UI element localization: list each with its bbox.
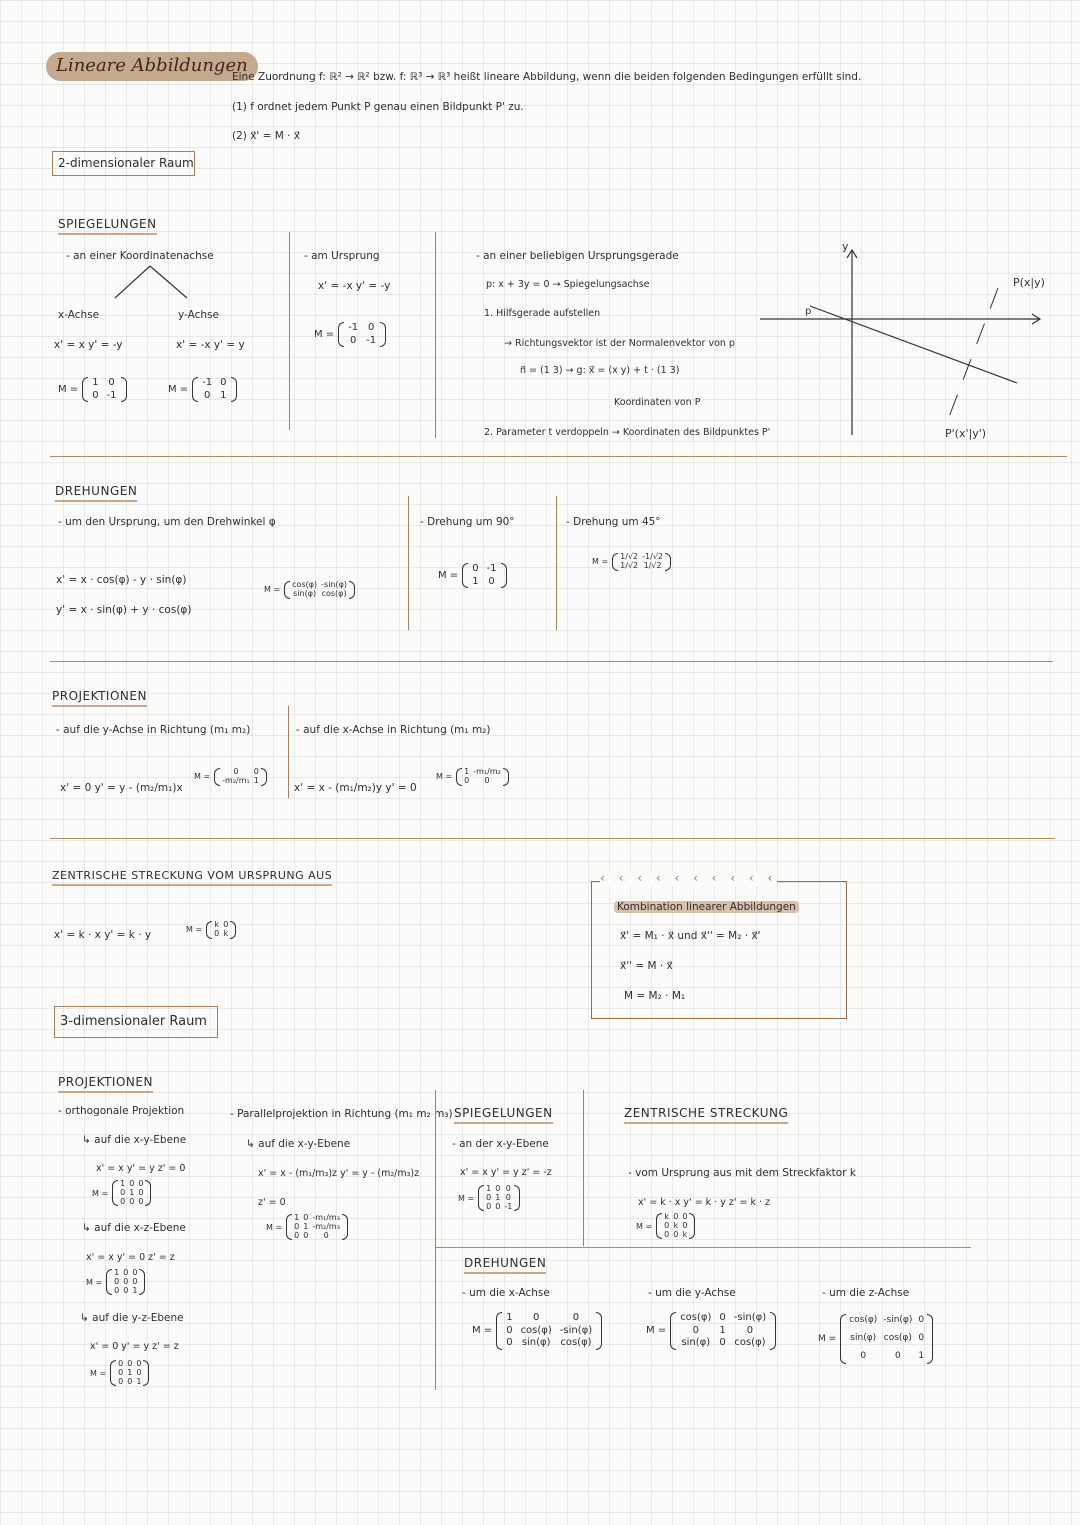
projection-yz-equation: x' = 0 y' = y z' = z xyxy=(90,1341,179,1352)
x-axis-matrix: M = 1 0 0 -1 xyxy=(58,377,127,402)
section-divider xyxy=(436,1247,971,1248)
origin-reflection-title: - am Ursprung xyxy=(304,250,380,262)
projection-y-matrix: M = 0 0 -m₂/m₁ 1 xyxy=(194,768,267,786)
heading-scaling-2d: ZENTRISCHE STRECKUNG VOM URSPRUNG AUS xyxy=(52,870,332,886)
rotation-equation-x: x' = x · cos(φ) - y · sin(φ) xyxy=(56,574,187,586)
rotation-45-title: - Drehung um 45° xyxy=(566,516,661,528)
combination-line-1: x⃗' = M₁ · x⃗ und x⃗'' = M₂ · x⃗' xyxy=(620,930,761,942)
heading-reflections-3d: SPIEGELUNGEN xyxy=(454,1107,553,1124)
scaling-3d-title: - vom Ursprung aus mit dem Streckfaktor k xyxy=(628,1167,856,1179)
heading-rotations-2d: DREHUNGEN xyxy=(55,485,137,502)
combination-title: Kombination linearer Abbildungen xyxy=(614,901,799,913)
projection-x-equation: x' = x - (m₁/m₂)y y' = 0 xyxy=(294,782,417,794)
scaling-equation: x' = k · x y' = k · y xyxy=(54,929,152,941)
combination-arrows: ‹ ‹ ‹ ‹ ‹ ‹ ‹ ‹ ‹ ‹ xyxy=(600,871,778,885)
heading-reflections-2d: SPIEGELUNGEN xyxy=(58,218,157,235)
scaling-3d-equation: x' = k · x y' = k · y z' = k · z xyxy=(638,1197,771,1208)
rotation-matrix: M = cos(φ) -sin(φ) sin(φ) cos(φ) xyxy=(264,581,355,599)
orthogonal-projection-title: - orthogonale Projektion xyxy=(58,1105,185,1117)
rotation-y-title: - um die y-Achse xyxy=(648,1287,736,1299)
reflection-xy-title: - an der x-y-Ebene xyxy=(452,1138,549,1150)
rotation-y-matrix: M = cos(φ) 0 -sin(φ) 0 1 0 sin(φ) 0 cos(φ) xyxy=(646,1312,776,1350)
projection-x-title: - auf die x-Achse in Richtung (m₁ m₂) xyxy=(296,724,491,736)
definition-condition-2: (2) x⃗' = M · x⃗ xyxy=(232,130,301,142)
definition-intro: Eine Zuordnung f: ℝ² → ℝ² bzw. f: ℝ³ → ℝ³ heißt lineare Abbildung, wenn die beiden folgenden Bedingungen erfüllt sind. xyxy=(232,71,862,83)
line-reflection-step-1a: → Richtungsvektor ist der Normalenvektor von p xyxy=(504,338,735,349)
rotation-45-matrix: M = 1/√2 -1/√2 1/√2 1/√2 xyxy=(592,553,671,571)
heading-rotations-3d: DREHUNGEN xyxy=(464,1257,546,1274)
projection-yz-title: ↳ auf die y-z-Ebene xyxy=(80,1312,184,1324)
line-reflection-step-2: 2. Parameter t verdoppeln → Koordinaten des Bildpunktes P' xyxy=(484,427,771,438)
projection-xz-matrix: M = 1 0 0 0 0 0 0 0 1 xyxy=(86,1269,145,1295)
parallel-projection-title: - Parallelprojektion in Richtung (m₁ m₂ m₃) xyxy=(230,1108,453,1120)
divider xyxy=(583,1090,584,1246)
heading-projections-2d: PROJEKTIONEN xyxy=(52,690,147,707)
projection-y-equation: x' = 0 y' = y - (m₂/m₁)x xyxy=(60,782,183,794)
parallel-projection-sub: ↳ auf die x-y-Ebene xyxy=(246,1138,351,1150)
divider xyxy=(435,1090,436,1390)
divider xyxy=(288,706,289,798)
rotation-z-title: - um die z-Achse xyxy=(822,1287,910,1299)
rotation-equation-y: y' = x · sin(φ) + y · cos(φ) xyxy=(56,604,192,616)
rotation-x-matrix: M = 1 0 0 0 cos(φ) -sin(φ) 0 sin(φ) cos(φ) xyxy=(472,1312,602,1350)
section-divider xyxy=(50,456,1067,457)
projection-xy-equation: x' = x y' = y z' = 0 xyxy=(96,1163,186,1174)
rotation-x-title: - um die x-Achse xyxy=(462,1287,550,1299)
combination-line-3: M = M₂ · M₁ xyxy=(624,990,686,1002)
section-label-3d: 3-dimensionaler Raum xyxy=(60,1014,207,1029)
y-axis-matrix: M = -1 0 0 1 xyxy=(168,377,237,402)
diagram-p-label: p xyxy=(805,306,812,317)
projection-x-matrix: M = 1 -m₁/m₂ 0 0 xyxy=(436,768,509,786)
reflection-xy-matrix: M = 1 0 0 0 1 0 0 0 -1 xyxy=(458,1185,520,1211)
divider xyxy=(435,232,436,438)
diagram-point-label: P(x|y) xyxy=(1013,276,1045,289)
projection-yz-matrix: M = 0 0 0 0 1 0 0 0 1 xyxy=(90,1360,149,1386)
section-label-2d: 2-dimensionaler Raum xyxy=(58,156,194,170)
branch-lines xyxy=(105,262,195,302)
divider xyxy=(289,232,290,430)
divider xyxy=(408,496,409,630)
heading-scaling-3d: ZENTRISCHE STRECKUNG xyxy=(624,1107,788,1124)
line-reflection-equation: p: x + 3y = 0 → Spiegelungsachse xyxy=(486,279,650,290)
projection-xy-matrix: M = 1 0 0 0 1 0 0 0 0 xyxy=(92,1180,151,1206)
diagram-image-point-label: P'(x'|y') xyxy=(945,427,987,440)
scaling-matrix: M = k 0 0 k xyxy=(186,921,236,939)
heading-projections-3d: PROJEKTIONEN xyxy=(58,1076,153,1093)
y-axis-label: y-Achse xyxy=(178,309,219,321)
line-reflection-step-1: 1. Hilfsgerade aufstellen xyxy=(484,308,601,319)
combination-line-2: x⃗'' = M · x⃗ xyxy=(620,960,673,972)
reflection-diagram xyxy=(755,240,1055,445)
projection-xz-title: ↳ auf die x-z-Ebene xyxy=(82,1222,186,1234)
parallel-projection-matrix: M = 1 0 -m₁/m₃ 0 1 -m₂/m₃ 0 0 0 xyxy=(266,1214,348,1240)
scaling-3d-matrix: M = k 0 0 0 k 0 0 0 k xyxy=(636,1213,695,1239)
section-divider xyxy=(50,661,1053,662)
rotation-90-matrix: M = 0 -1 1 0 xyxy=(438,563,507,588)
origin-reflection-equation: x' = -x y' = -y xyxy=(318,280,391,292)
divider xyxy=(556,496,557,630)
definition-condition-1: (1) f ordnet jedem Punkt P genau einen Bildpunkt P' zu. xyxy=(232,101,524,113)
reflection-xy-equation: x' = x y' = y z' = -z xyxy=(460,1167,552,1178)
parallel-projection-equation-z: z' = 0 xyxy=(258,1197,286,1208)
m-label: M = xyxy=(58,384,79,395)
page-title: Lineare Abbildungen xyxy=(46,52,258,81)
origin-reflection-matrix: M = -1 0 0 -1 xyxy=(314,322,386,347)
line-reflection-title: - an einer beliebigen Ursprungsgerade xyxy=(476,250,679,262)
line-reflection-step-1c: Koordinaten von P xyxy=(614,397,701,408)
section-divider xyxy=(50,838,1055,839)
projection-xz-equation: x' = x y' = 0 z' = z xyxy=(86,1252,175,1263)
line-reflection-step-1b: n⃗ = (1 3) → g: x⃗ = (x y) + t · (1 3) xyxy=(520,365,680,376)
rotation-z-matrix: M = cos(φ) -sin(φ) 0 sin(φ) cos(φ) 0 0 0 1 xyxy=(818,1314,933,1364)
x-axis-equation: x' = x y' = -y xyxy=(54,339,123,351)
projection-xy-title: ↳ auf die x-y-Ebene xyxy=(82,1134,187,1146)
parallel-projection-equation: x' = x - (m₁/m₃)z y' = y - (m₂/m₃)z xyxy=(258,1168,420,1179)
rotation-general-title: - um den Ursprung, um den Drehwinkel φ xyxy=(58,516,276,528)
rotation-90-title: - Drehung um 90° xyxy=(420,516,515,528)
diagram-y-label: y xyxy=(842,240,849,253)
x-axis-label: x-Achse xyxy=(58,309,100,321)
reflection-axis-title: - an einer Koordinatenachse xyxy=(66,250,214,262)
projection-y-title: - auf die y-Achse in Richtung (m₁ m₂) xyxy=(56,724,251,736)
y-axis-equation: x' = -x y' = y xyxy=(176,339,245,351)
